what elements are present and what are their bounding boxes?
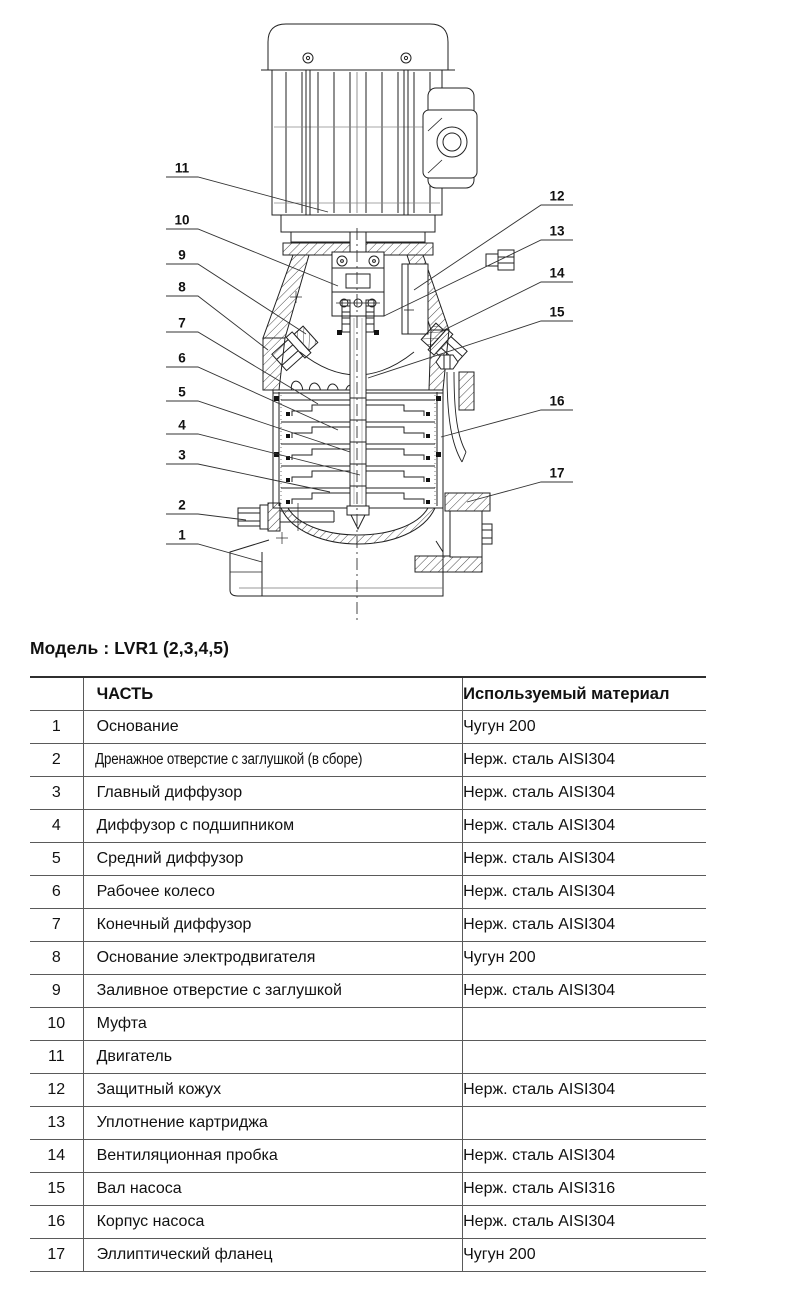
part-table-body (30, 711, 706, 1272)
callout-label-11: 11 (174, 160, 190, 176)
part-number: 1 (30, 711, 83, 744)
part-name-cell (83, 1206, 463, 1239)
table-row (30, 777, 706, 810)
table-row (30, 1173, 706, 1206)
table-header-row (30, 677, 706, 711)
part-material (463, 1008, 706, 1041)
callout-label-4: 4 (178, 417, 186, 433)
part-name: Главный диффузор (96, 784, 243, 801)
part-material: Чугун 200 (463, 1239, 706, 1272)
part-name: Основание электродвигателя (96, 949, 316, 966)
part-material: Чугун 200 (463, 711, 706, 744)
coupling-guard (402, 264, 428, 334)
part-name: Муфта (96, 1015, 147, 1032)
part-material: Нерж. сталь AISI316 (463, 1173, 706, 1206)
callout-label-16: 16 (549, 393, 565, 409)
part-name-cell (83, 744, 463, 777)
part-number: 13 (30, 1107, 83, 1140)
table-row (30, 810, 706, 843)
part-number: 3 (30, 777, 83, 810)
callout-label-15: 15 (549, 304, 565, 320)
callout-label-12: 12 (549, 188, 565, 204)
part-number: 14 (30, 1140, 83, 1173)
part-name: Конечный диффузор (96, 916, 252, 933)
part-name: Вентиляционная пробка (96, 1147, 278, 1164)
part-material: Нерж. сталь AISI304 (463, 975, 706, 1008)
terminal-box (423, 88, 477, 188)
part-name-cell (83, 711, 463, 744)
table-row (30, 975, 706, 1008)
table-row (30, 1239, 706, 1272)
callout-label-14: 14 (549, 265, 565, 281)
part-material: Нерж. сталь AISI304 (463, 876, 706, 909)
part-number: 5 (30, 843, 83, 876)
callout-label-2: 2 (178, 497, 186, 513)
table-row (30, 711, 706, 744)
part-name: Диффузор с подшипником (96, 817, 295, 834)
part-number: 11 (30, 1041, 83, 1074)
callout-label-9: 9 (178, 247, 186, 263)
part-material (463, 1107, 706, 1140)
part-name: Защитный кожух (96, 1081, 222, 1098)
callout-label-13: 13 (549, 223, 565, 239)
part-name-cell (83, 909, 463, 942)
header-num (30, 677, 83, 711)
part-material: Нерж. сталь AISI304 (463, 810, 706, 843)
part-material: Нерж. сталь AISI304 (463, 777, 706, 810)
part-name: Рабочее колесо (96, 883, 215, 900)
part-number: 6 (30, 876, 83, 909)
table-row (30, 1074, 706, 1107)
part-material: Чугун 200 (463, 942, 706, 975)
model-title: Модель : LVR1 (2,3,4,5) (30, 638, 230, 658)
callout-label-5: 5 (178, 384, 186, 400)
part-name: Эллиптический фланец (96, 1246, 273, 1263)
part-number: 2 (30, 744, 83, 777)
part-number: 8 (30, 942, 83, 975)
part-name-cell (83, 777, 463, 810)
header-material: Используемый материал (463, 677, 706, 711)
part-material: Нерж. сталь AISI304 (463, 1140, 706, 1173)
part-number: 12 (30, 1074, 83, 1107)
part-number: 15 (30, 1173, 83, 1206)
part-number: 7 (30, 909, 83, 942)
part-name: Двигатель (96, 1048, 173, 1065)
part-name: Вал насоса (96, 1180, 182, 1197)
part-name: Дренажное отверстие с заглушкой (в сборе) (94, 751, 362, 768)
part-number: 9 (30, 975, 83, 1008)
part-name: Средний диффузор (96, 850, 244, 867)
table-row (30, 1008, 706, 1041)
part-name-cell (83, 1107, 463, 1140)
table-row (30, 1206, 706, 1239)
part-name-cell (83, 876, 463, 909)
part-name: Заливное отверстие с заглушкой (96, 982, 342, 999)
callout-label-1: 1 (178, 527, 186, 543)
callout-leader-2 (166, 514, 246, 520)
pump-cross-section-diagram (0, 0, 789, 632)
part-name-cell (83, 1173, 463, 1206)
elliptical-flange (443, 493, 492, 557)
table-row (30, 843, 706, 876)
part-name-cell (83, 1008, 463, 1041)
part-material: Нерж. сталь AISI304 (463, 1074, 706, 1107)
table-row (30, 876, 706, 909)
part-name: Основание (96, 718, 179, 735)
part-material: Нерж. сталь AISI304 (463, 1206, 706, 1239)
part-name-cell (83, 1239, 463, 1272)
part-name-cell (83, 1041, 463, 1074)
motor-fan-cover (261, 24, 455, 70)
table-row (30, 1107, 706, 1140)
part-material: Нерж. сталь AISI304 (463, 843, 706, 876)
callout-label-7: 7 (178, 315, 186, 331)
callout-leader-16 (441, 410, 573, 437)
table-row (30, 909, 706, 942)
pump-shaft (347, 316, 369, 529)
callout-label-3: 3 (178, 447, 186, 463)
part-name-cell (83, 843, 463, 876)
part-number: 4 (30, 810, 83, 843)
part-name-cell (83, 1140, 463, 1173)
callout-label-6: 6 (178, 350, 186, 366)
callout-label-17: 17 (549, 465, 565, 481)
callout-leader-15 (368, 321, 573, 378)
part-name-cell (83, 942, 463, 975)
table-row (30, 1041, 706, 1074)
motor-body (272, 70, 442, 237)
table-row (30, 744, 706, 777)
table-row (30, 942, 706, 975)
part-number: 16 (30, 1206, 83, 1239)
part-name: Уплотнение картриджа (96, 1114, 268, 1131)
part-number: 17 (30, 1239, 83, 1272)
part-material (463, 1041, 706, 1074)
part-name-cell (83, 1074, 463, 1107)
part-material: Нерж. сталь AISI304 (463, 744, 706, 777)
header-part: ЧАСТЬ (83, 677, 463, 711)
parts-table (30, 676, 706, 1272)
callout-label-8: 8 (178, 279, 186, 295)
part-name-cell (83, 810, 463, 843)
part-name-cell (83, 975, 463, 1008)
part-material: Нерж. сталь AISI304 (463, 909, 706, 942)
part-name: Корпус насоса (96, 1213, 205, 1230)
table-row (30, 1140, 706, 1173)
part-number: 10 (30, 1008, 83, 1041)
callout-label-10: 10 (174, 212, 190, 228)
